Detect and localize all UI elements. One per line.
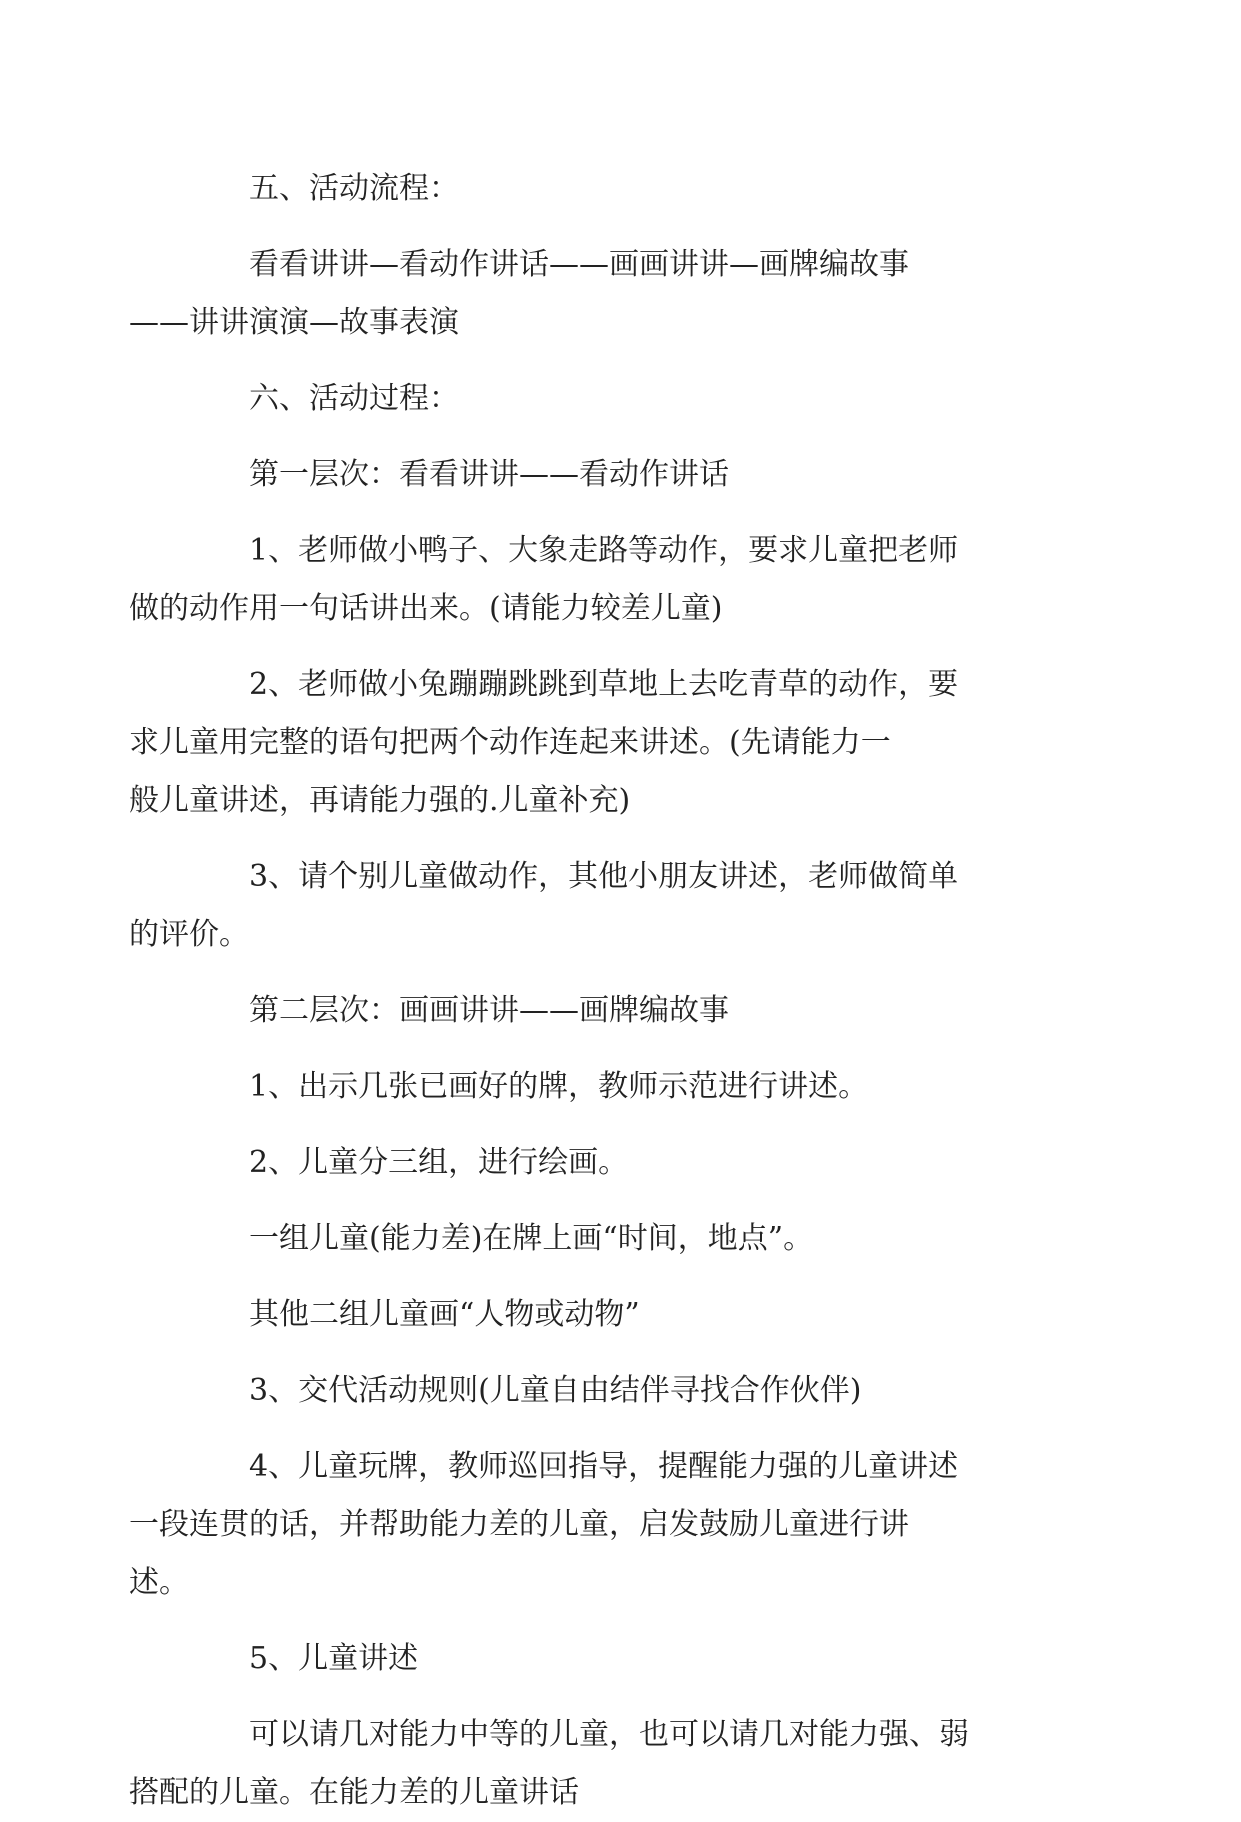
- text-line: 4、儿童玩牌，教师巡回指导，提醒能力强的儿童讲述: [249, 1449, 959, 1484]
- paragraph-step-2: [129, 656, 1051, 830]
- paragraph-level2-step-3: [189, 1362, 1051, 1420]
- paragraph-step-3: [129, 848, 1051, 964]
- text-line: 1、出示几张已画好的牌，教师示范进行讲述。: [249, 1069, 869, 1104]
- document-page: [129, 160, 1051, 1822]
- paragraph-level2-step-1: [189, 1058, 1051, 1116]
- section-heading-activity-flow: [189, 160, 1051, 218]
- text-line: 五、活动流程：: [249, 171, 459, 206]
- section-heading-activity-process: [189, 370, 1051, 428]
- text-line: 5、儿童讲述: [249, 1641, 419, 1676]
- paragraph-flow-steps: [129, 236, 1051, 352]
- text-line: 搭配的儿童。在能力差的儿童讲话: [129, 1775, 579, 1810]
- text-line: 六、活动过程：: [249, 381, 459, 416]
- paragraph-pairing: [129, 1706, 1051, 1822]
- text-line: 3、交代活动规则(儿童自由结伴寻找合作伙伴): [249, 1373, 862, 1408]
- text-line: 第二层次：画画讲讲——画牌编故事: [249, 993, 729, 1028]
- text-line: 可以请几对能力中等的儿童，也可以请几对能力强、弱: [249, 1717, 969, 1752]
- paragraph-level2-step-5: [189, 1630, 1051, 1688]
- text-line: 看看讲讲—看动作讲话——画画讲讲—画牌编故事: [249, 247, 909, 282]
- level-heading-two: [189, 982, 1051, 1040]
- text-line: 的评价。: [129, 917, 249, 952]
- text-line: 第一层次：看看讲讲——看动作讲话: [249, 457, 729, 492]
- text-line: 求儿童用完整的语句把两个动作连起来讲述。(先请能力一: [129, 725, 891, 760]
- text-line: 其他二组儿童画“人物或动物”: [249, 1297, 640, 1332]
- paragraph-step-1: [129, 522, 1051, 638]
- level-heading-one: [189, 446, 1051, 504]
- paragraph-group-one: [189, 1210, 1051, 1268]
- text-line: 一段连贯的话，并帮助能力差的儿童，启发鼓励儿童进行讲: [129, 1507, 909, 1542]
- text-line: 做的动作用一句话讲出来。(请能力较差儿童): [129, 591, 723, 626]
- text-line: 1、老师做小鸭子、大象走路等动作，要求儿童把老师: [249, 533, 959, 568]
- text-line: 述。: [129, 1565, 189, 1600]
- text-line: 般儿童讲述，再请能力强的.儿童补充): [129, 783, 631, 818]
- paragraph-group-others: [189, 1286, 1051, 1344]
- text-line: 2、儿童分三组，进行绘画。: [249, 1145, 629, 1180]
- paragraph-level2-step-4: [129, 1438, 1051, 1612]
- text-line: ——讲讲演演—故事表演: [129, 305, 459, 340]
- text-line: 3、请个别儿童做动作，其他小朋友讲述，老师做简单: [249, 859, 959, 894]
- paragraph-level2-step-2: [189, 1134, 1051, 1192]
- text-line: 一组儿童(能力差)在牌上画“时间，地点”。: [249, 1221, 814, 1256]
- text-line: 2、老师做小兔蹦蹦跳跳到草地上去吃青草的动作，要: [249, 667, 959, 702]
